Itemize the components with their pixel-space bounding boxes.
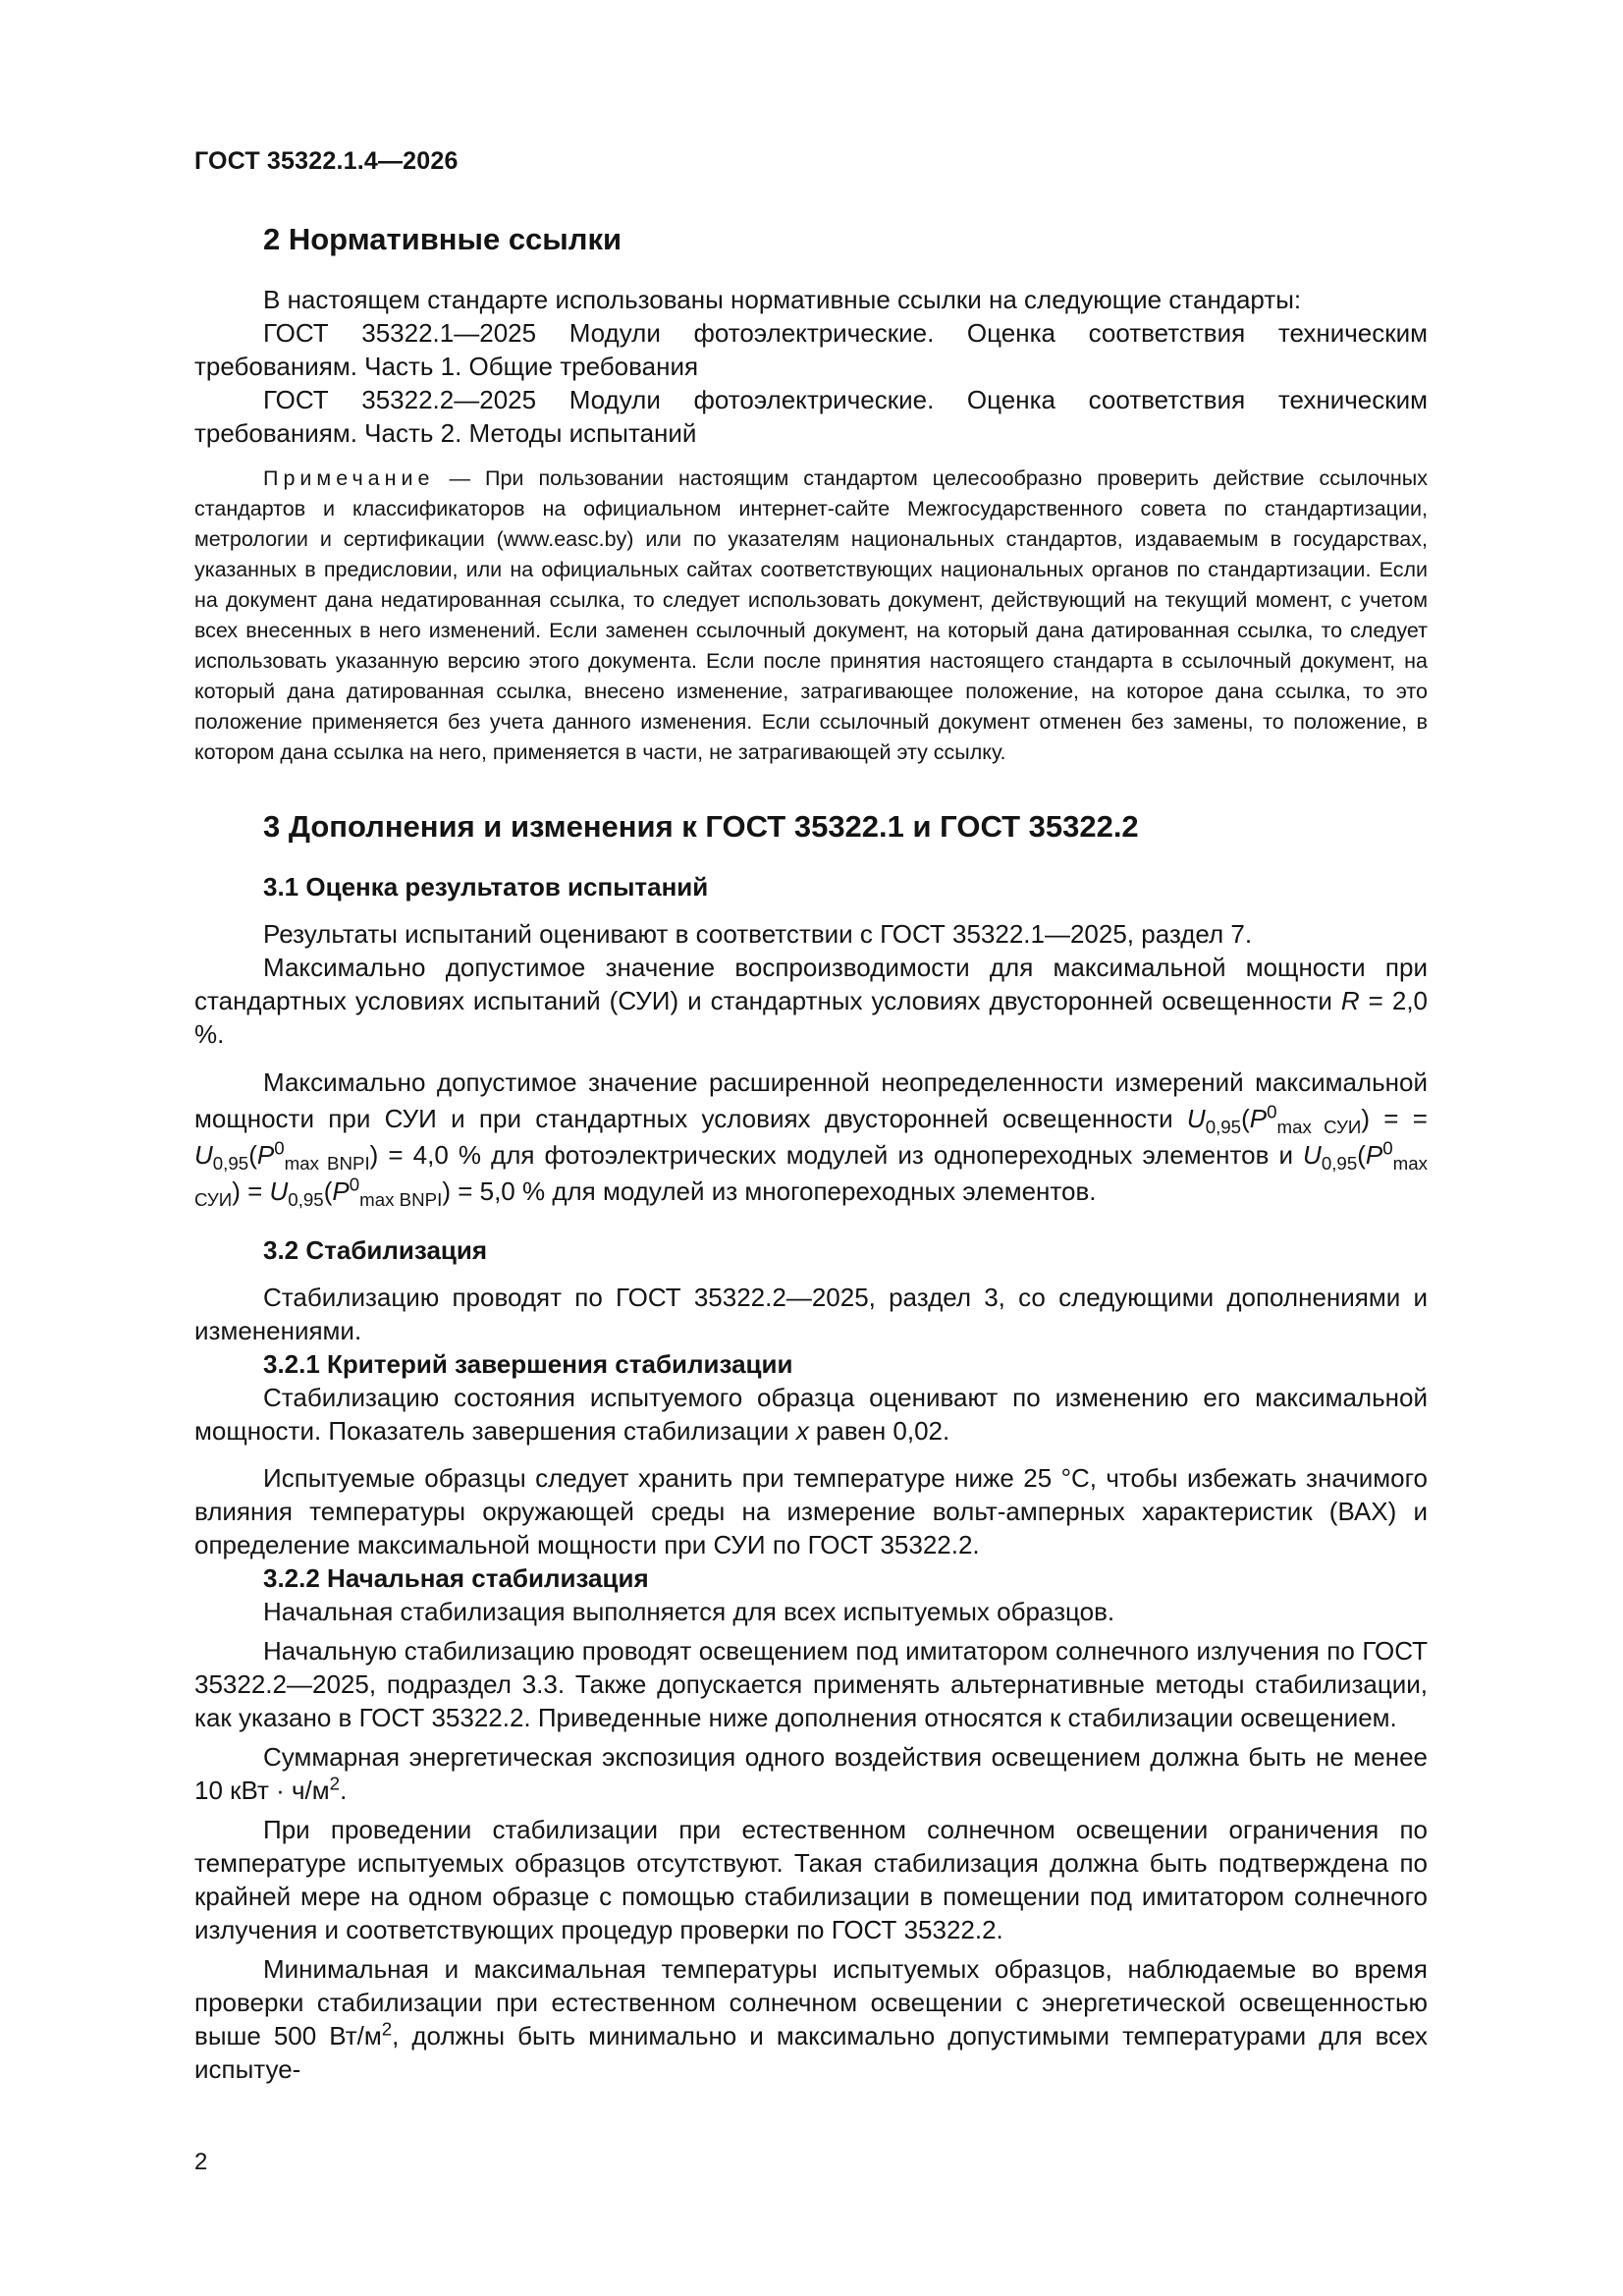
note-label: Примечание [263, 466, 435, 490]
section-3-1-p2: Максимально допустимое значение воспроизводимости для максимальной мощности при стандартных условиях испытаний (СУИ) и стандартных условиях двусторонней освещенности R = 2,0 %. [194, 953, 1428, 1049]
section-3-2-title: 3.2 Стабилизация [263, 1235, 488, 1265]
section-3-1-p1: Результаты испытаний оценивают в соответствии с ГОСТ 35322.1—2025, раздел 7. [263, 919, 1253, 949]
note-text: — При пользовании настоящим стандартом целесообразно проверить действие ссылочных стандартов и классификаторов на официальном интернет-сайте Межгосударственного совета по стандартизации, метрологии и сертификации (www.easc.by) или по указателям национальных стандартов, издаваемым в государствах, указанных в предисловии, или на официальных сайтах соответствующих национальных органов по стандартизации. Если на документ дана недатированная ссылка, то следует использовать документ, действующий на текущий момент, с учетом всех внесенных в него изменений. Если заменен ссылочный документ, на который дана датированная ссылка, то следует использовать указанную версию этого документа. Если после принятия настоящего стандарта в ссылочный документ, на который дана датированная ссылка, внесено изменение, затрагивающее положение, на которое дана ссылка, то это положение применяется без учета данного изменения. Если ссылочный документ отменен без замены, то положение, в котором дана ссылка на него, применяется в части, не затрагивающей эту ссылку. [194, 466, 1428, 764]
section-3-2-2-p5: Минимальная и максимальная температуры испытуемых образцов, наблюдаемые во время проверки стабилизации при естественном солнечном освещении с энергетической освещенностью выше 500 $Вт/м^2$, должны быть минимально и максимально допустимыми температурами для всех испытуе- [194, 1954, 1429, 2084]
reference-2: ГОСТ 35322.2—2025 Модули фотоэлектрические. Оценка соответствия техническим требованиям. Часть 2. Методы испытаний [194, 385, 1428, 448]
section-3-2-2-p1: Начальная стабилизация выполняется для всех испытуемых образцов. [263, 1597, 1115, 1626]
section-3-2-2-p3: Суммарная энергетическая экспозиция одного воздействия освещением должна быть не менее 10 кВт · $ч/м^2$. [194, 1742, 1428, 1805]
document-id: ГОСТ 35322.1.4—2026 [194, 147, 459, 175]
section-3-title: 3 Дополнения и изменения к ГОСТ 35322.1 и ГОСТ 35322.2 [263, 809, 1139, 844]
section-3-2-2-p2: Начальную стабилизацию проводят освещением под имитатором солнечного излучения по ГОСТ 35322.2—2025, подраздел 3.3. Также допускается применять альтернативные методы стабилизации, как указано в ГОСТ 35322.2. Приведенные ниже дополнения относятся к стабилизации освещением. [194, 1636, 1428, 1732]
section-3-2-2-title: 3.2.2 Начальная стабилизация [263, 1563, 649, 1593]
note [194, 464, 1428, 768]
page-content [194, 220, 1428, 2086]
section-3-2-1-p1: Стабилизацию состояния испытуемого образца оценивают по изменению его максимальной мощности. Показатель завершения стабилизации x равен 0,02. [194, 1383, 1428, 1446]
section-3-1-p3: Максимально допустимое значение расширенной неопределенности измерений максимальной мощности при СУИ и при стандартных условиях двусторонней освещенности $U_{0,95}(P^0_{max СУИ})$ = = $U_{0,95}(P^0_{max BNPI}) = 4,0$ % для фотоэлектрических модулей из однопереходных элементов и $U_{0,95}(P^0_{max СУИ}) = U_{0,95}(P^0_{max BNPI}) = 5,0$ % для модулей из многопереходных элементов. [194, 1067, 1428, 1211]
section-2-intro: В настоящем стандарте использованы нормативные ссылки на следующие стандарты: [263, 285, 1302, 314]
reference-1: ГОСТ 35322.1—2025 Модули фотоэлектрические. Оценка соответствия техническим требованиям. Часть 1. Общие требования [194, 318, 1428, 381]
section-3-2-1-title: 3.2.1 Критерий завершения стабилизации [263, 1349, 793, 1379]
section-3-2-2-p4: При проведении стабилизации при естественном солнечном освещении ограничения по температуре испытуемых образцов отсутствуют. Такая стабилизация должна быть подтверждена по крайней мере на одном образце с помощью стабилизации в помещении под имитатором солнечного излучения и соответствующих процедур проверки по ГОСТ 35322.2. [194, 1815, 1428, 1944]
section-2-title: 2 Нормативные ссылки [263, 222, 622, 256]
page-number: 2 [194, 2149, 208, 2175]
section-3-2-1-p2: Испытуемые образцы следует хранить при температуре ниже 25 °С, чтобы избежать значимого влияния температуры окружающей среды на измерение вольт-амперных характеристик (ВАХ) и определение максимальной мощности при СУИ по ГОСТ 35322.2. [194, 1463, 1428, 1559]
section-3-1-title: 3.1 Оценка результатов испытаний [263, 872, 709, 902]
section-3-2-p1: Стабилизацию проводят по ГОСТ 35322.2—2025, раздел 3, со следующими дополнениями и изменениями. [194, 1283, 1428, 1345]
